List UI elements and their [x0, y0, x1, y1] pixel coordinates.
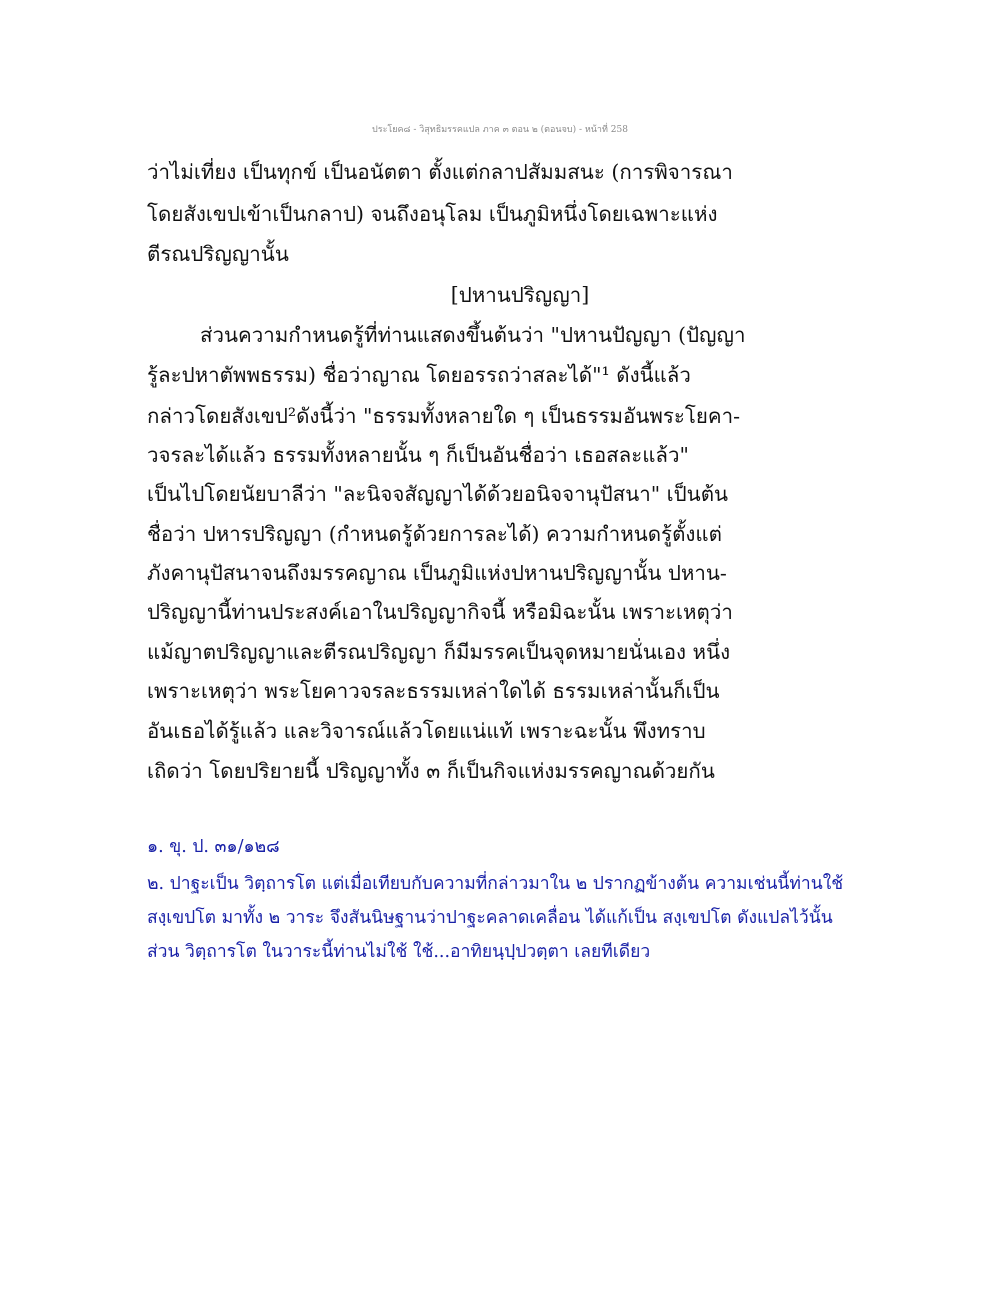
- footnote-line: ส่วน วิตฺถารโต ในวาระนี้ท่านไม่ใช้ ใช้...อาทิยนฺปฺปวตฺตา เลยทีเดียว: [147, 942, 651, 962]
- text-line: โดยสังเขปเข้าเป็นกลาป) จนถึงอนุโลม เป็นภูมิหนึ่งโดยเฉพาะแห่ง: [147, 202, 718, 226]
- text-line: เพราะเหตุว่า พระโยคาวจรละธรรมเหล่าใดได้ ธรรมเหล่านั้นก็เป็น: [147, 679, 720, 703]
- footnote-line: ๑. ขุ. ป. ๓๑/๑๒๘: [147, 837, 280, 857]
- section-heading: [ปหานปริญญา]: [450, 283, 590, 307]
- text-line: รู้ละปหาตัพพธรรม) ชื่อว่าญาณ โดยอรรถว่าสละได้"¹ ดังนี้แล้ว: [147, 363, 691, 387]
- text-line: ชื่อว่า ปหารปริญญา (กำหนดรู้ด้วยการละได้) ความกำหนดรู้ตั้งแต่: [147, 522, 722, 546]
- text-line: เป็นไปโดยนัยบาลีว่า "ละนิจจสัญญาได้ด้วยอนิจจานุปัสนา" เป็นต้น: [147, 482, 729, 506]
- text-line: แม้ญาตปริญญาและตีรณปริญญา ก็มีมรรคเป็นจุดหมายนั่นเอง หนึ่ง: [147, 640, 731, 664]
- text-line: เถิดว่า โดยปริยายนี้ ปริญญาทั้ง ๓ ก็เป็นกิจแห่งมรรคญาณด้วยกัน: [147, 759, 715, 783]
- text-line: กล่าวโดยสังเขป²ดังนี้ว่า "ธรรมทั้งหลายใด ๆ เป็นธรรมอันพระโยคา-: [147, 404, 741, 428]
- text-line: อันเธอได้รู้แล้ว และวิจารณ์แล้วโดยแน่แท้ เพราะฉะนั้น พึงทราบ: [147, 719, 706, 743]
- running-header: ประโยค๘ - วิสุทธิมรรคแปล ภาค ๓ ตอน ๒ (ตอนจบ) - หน้าที่ 258: [372, 125, 628, 135]
- paragraph-first-line: ส่วนความกำหนดรู้ที่ท่านแสดงขึ้นต้นว่า "ปหานปัญญา (ปัญญา: [200, 323, 746, 347]
- text-line: ปริญญานี้ท่านประสงค์เอาในปริญญากิจนี้ หรือมิฉะนั้น เพราะเหตุว่า: [147, 600, 733, 624]
- text-line: วจรละได้แล้ว ธรรมทั้งหลายนั้น ๆ ก็เป็นอันชื่อว่า เธอสละแล้ว": [147, 443, 689, 467]
- footnote-line: ๒. ปาฐะเป็น วิตฺถารโต แต่เมื่อเทียบกับความที่กล่าวมาใน ๒ ปรากฏข้างต้น ความเช่นนี้ท่านใช้: [147, 874, 844, 894]
- text-line: ว่าไม่เที่ยง เป็นทุกข์ เป็นอนัตตา ตั้งแต่กลาปสัมมสนะ (การพิจารณา: [147, 160, 733, 184]
- footnote-line: สงฺเขปโต มาทั้ง ๒ วาระ จึงสันนิษฐานว่าปาฐะคลาดเคลื่อน ได้แก้เป็น สงฺเขปโต ดังแปลไว้นั้น: [147, 908, 833, 928]
- text-line: ภังคานุปัสนาจนถึงมรรคญาณ เป็นภูมิแห่งปหานปริญญานั้น ปหาน-: [147, 561, 727, 585]
- text-line: ตีรณปริญญานั้น: [147, 242, 289, 266]
